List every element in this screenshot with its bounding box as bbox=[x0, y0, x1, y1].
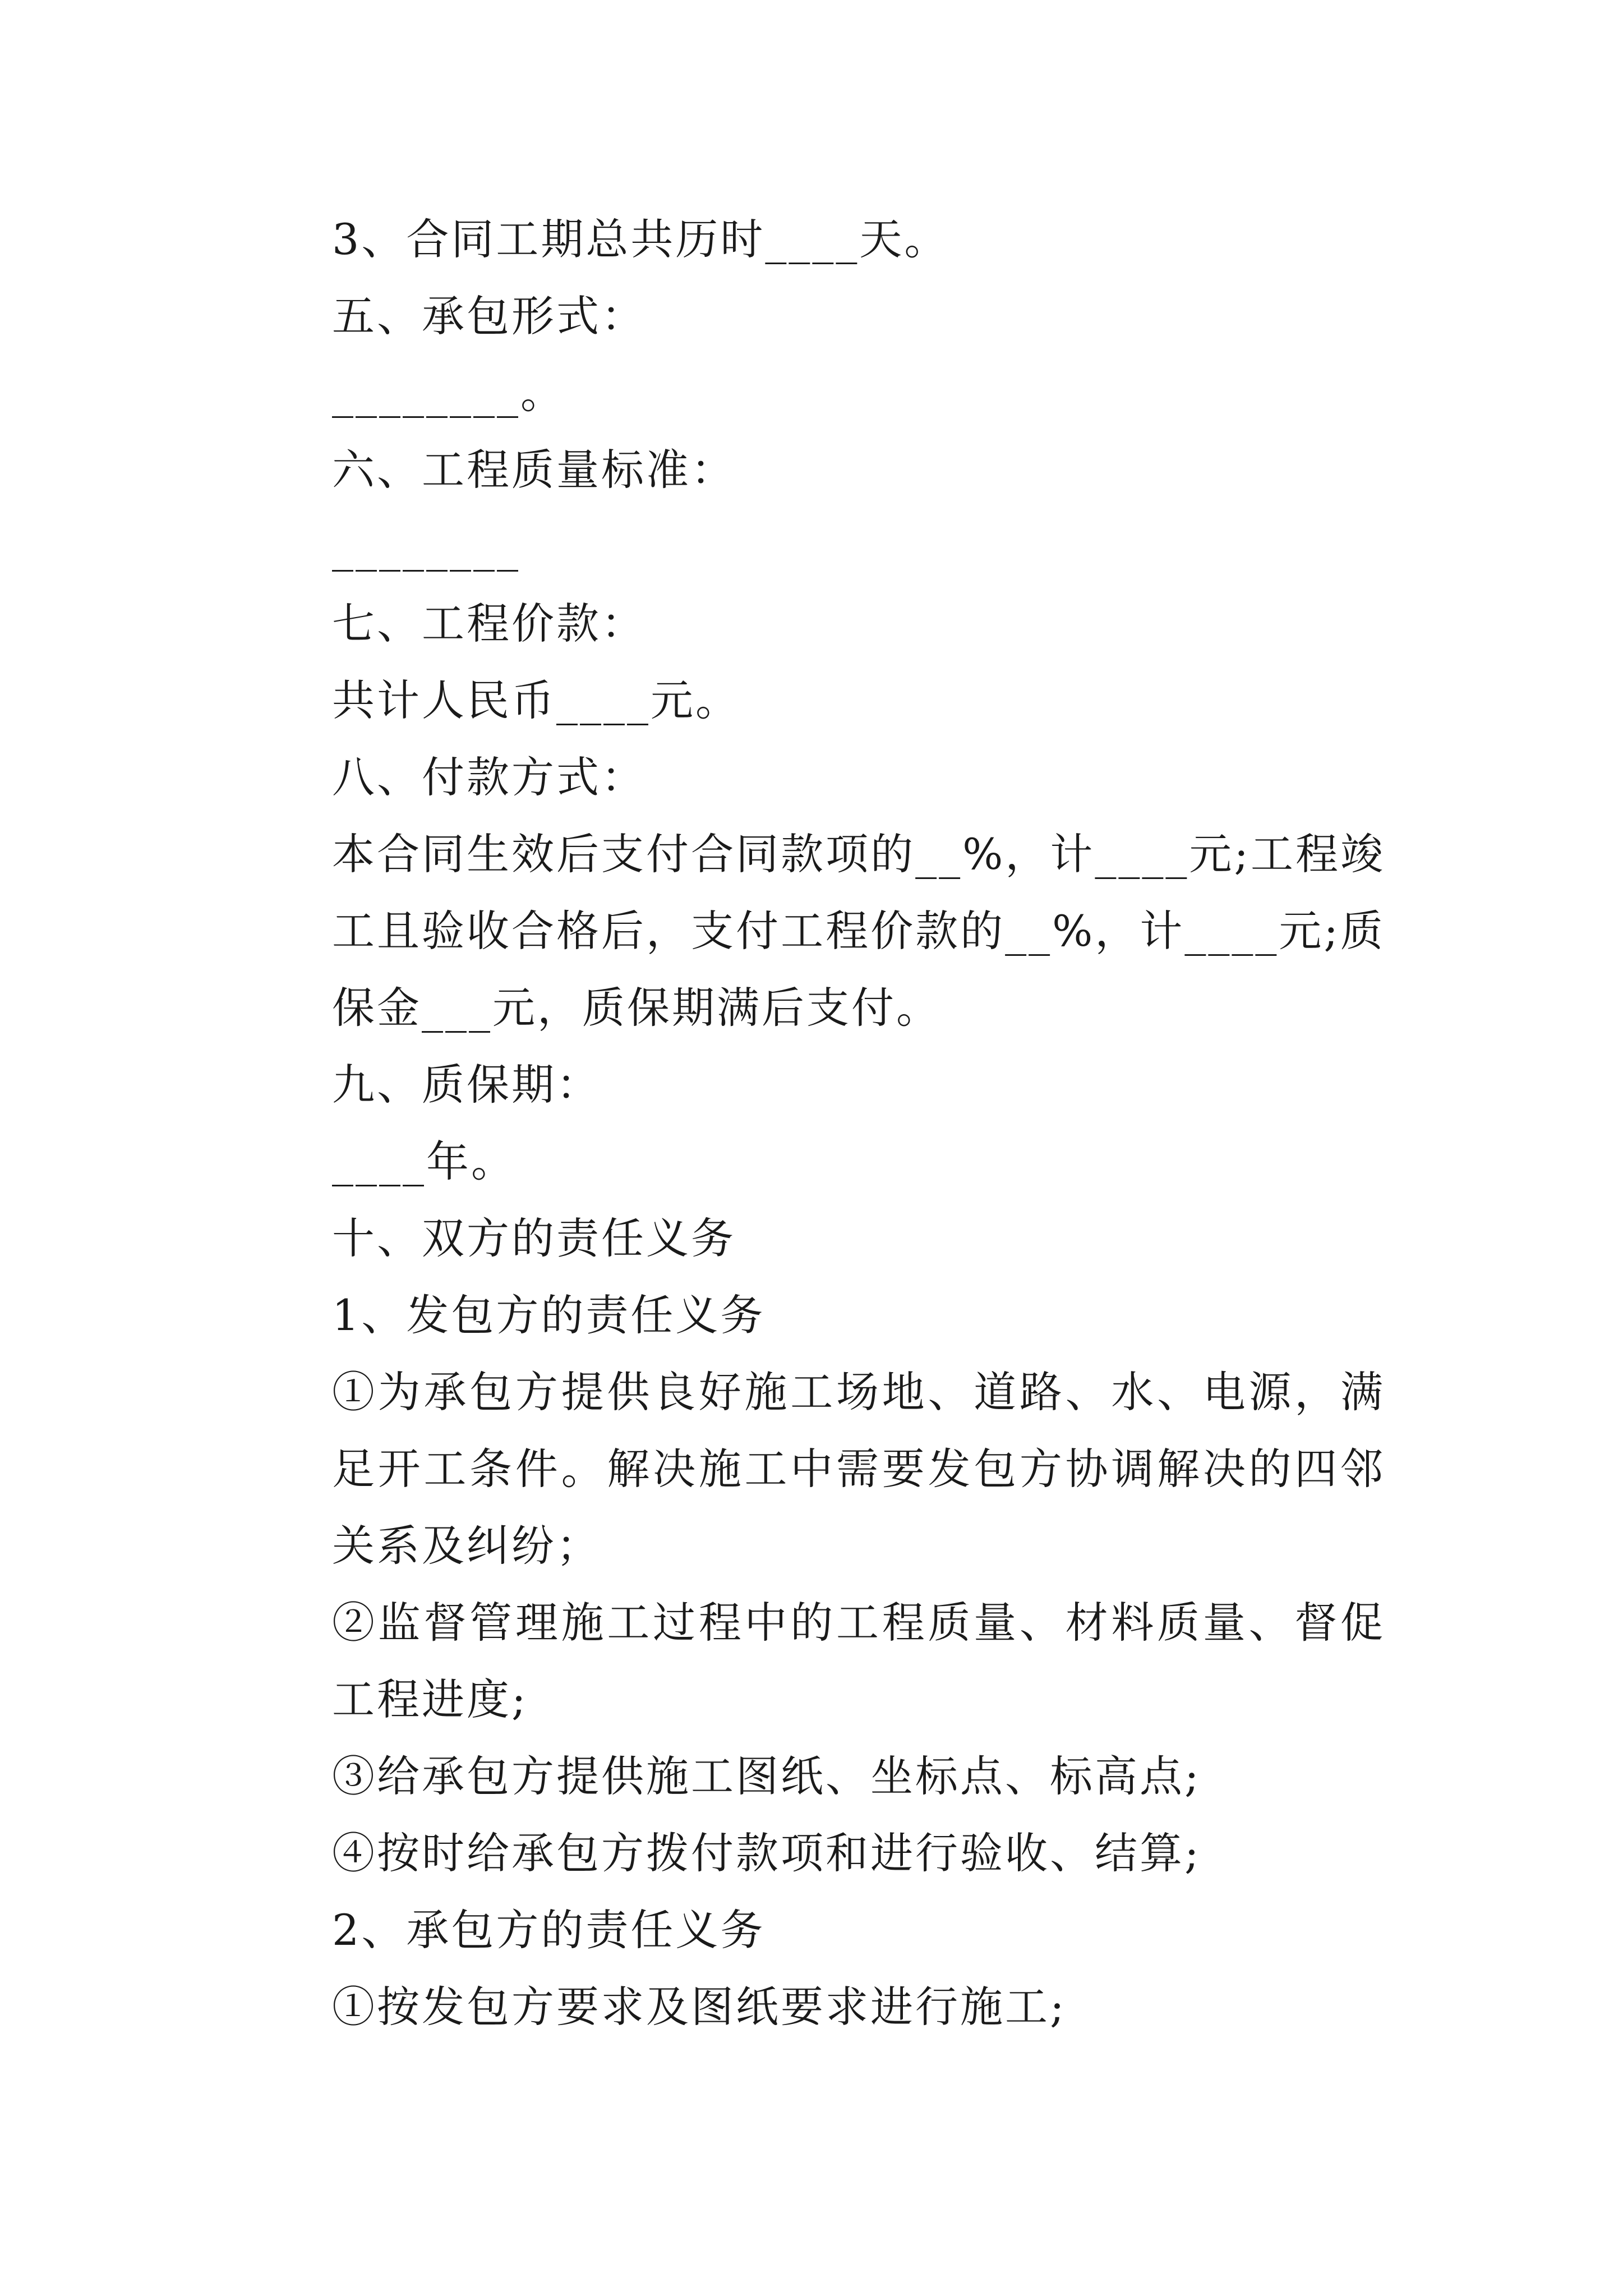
employer-duties-heading: 1、发包方的责任义务 bbox=[332, 1290, 766, 1340]
contract-form-heading: 五、承包形式： bbox=[332, 291, 646, 341]
warranty-period-value: ____年。 bbox=[332, 1137, 516, 1186]
project-price-heading: 七、工程价款： bbox=[332, 599, 646, 648]
contract-form-value: ________。 bbox=[332, 368, 565, 418]
contractor-duty-1-line: ①按发包方要求及图纸要求进行施工; bbox=[332, 1982, 1067, 2032]
contractor-duties-heading: 2、承包方的责任义务 bbox=[332, 1905, 766, 1955]
quality-standard-heading: 六、工程质量标准： bbox=[332, 445, 736, 495]
employer-duty-4-line: ④按时给承包方拨付款项和进行验收、结算; bbox=[332, 1828, 1201, 1878]
project-price-value: 共计人民币____元。 bbox=[332, 675, 740, 725]
document-body bbox=[247, 201, 1385, 2045]
employer-duty-1-paragraph: ①为承包方提供良好施工场地、道路、水、电源，满足开工条件。解决施工中需要发包方协调解决的四邻关系及纠纷； bbox=[332, 1367, 1385, 1571]
employer-duty-3-line: ③给承包方提供施工图纸、坐标点、标高点; bbox=[332, 1751, 1201, 1801]
payment-method-paragraph: 本合同生效后支付合同款项的__%，计____元;工程竣工且验收合格后，支付工程价款的__%，计____元;质保金___元，质保期满后支付。 bbox=[332, 829, 1385, 1033]
payment-method-heading: 八、付款方式： bbox=[332, 752, 646, 802]
quality-standard-value: ________ bbox=[332, 522, 520, 572]
warranty-period-heading: 九、质保期： bbox=[332, 1060, 601, 1110]
contract-duration-line: 3、合同工期总共历时____天。 bbox=[332, 214, 949, 264]
employer-duty-2-paragraph: ②监督管理施工过程中的工程质量、材料质量、督促工程进度; bbox=[332, 1598, 1385, 1724]
duties-heading: 十、双方的责任义务 bbox=[332, 1213, 736, 1263]
